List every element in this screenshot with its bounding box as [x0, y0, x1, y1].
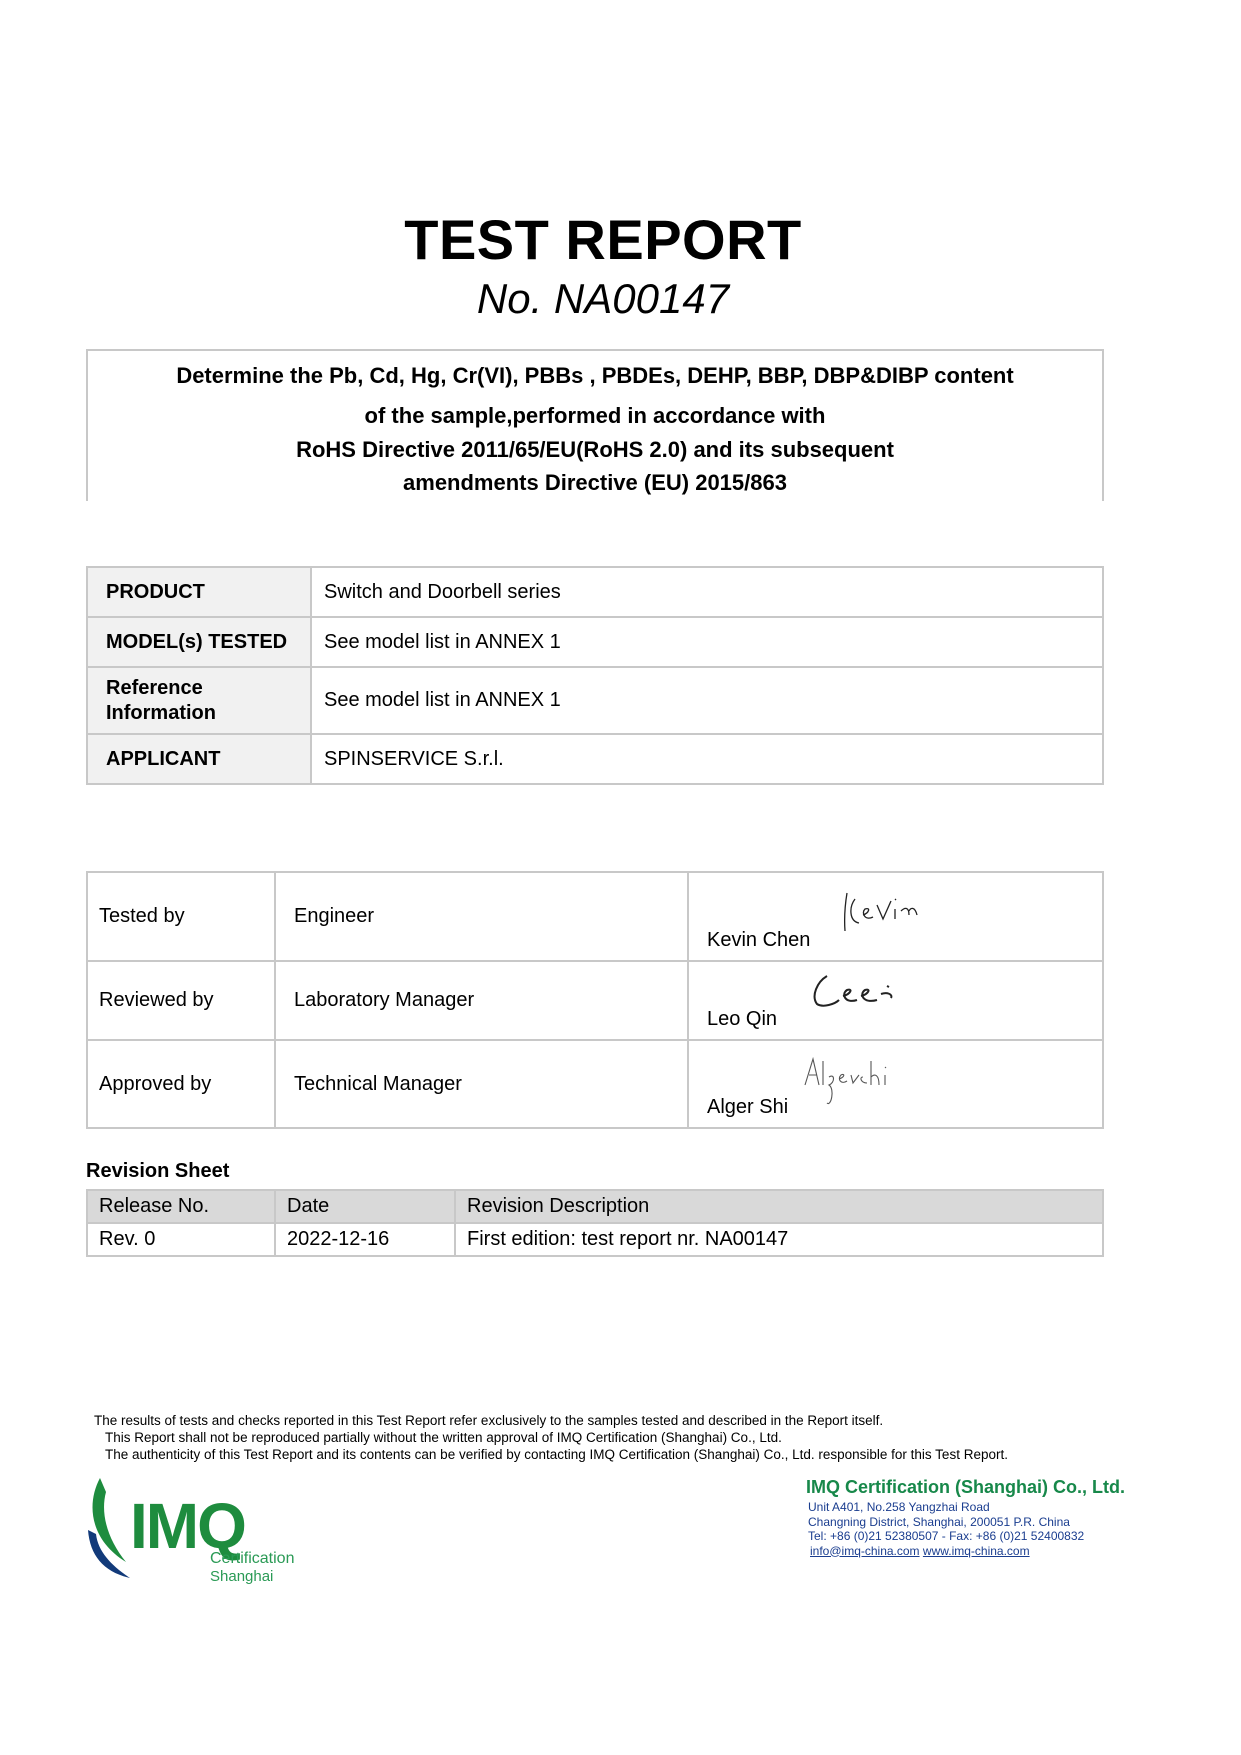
disclaimer-line-2: This Report shall not be reproduced partially without the written approval of IMQ Certification (Shanghai) Co., Ltd. — [105, 1430, 782, 1445]
report-number: No. NA00147 — [476, 275, 730, 322]
company-email-link[interactable]: info@imq-china.com — [810, 1543, 920, 1558]
company-name: IMQ Certification (Shanghai) Co., Ltd. — [806, 1477, 1125, 1497]
disclaimer-line-1: The results of tests and checks reported in this Test Report refer exclusively to the samples tested and described in the Report itself. — [94, 1413, 884, 1428]
info-row-product — [87, 567, 1103, 617]
signature-row-approved — [87, 1040, 1103, 1128]
report-title: TEST REPORT — [404, 208, 802, 271]
scope-line-3: RoHS Directive 2011/65/EU(RoHS 2.0) and its subsequent — [296, 437, 894, 462]
revision-sheet-title: Revision Sheet — [86, 1160, 230, 1182]
info-value: See model list in ANNEX 1 — [311, 617, 1103, 667]
company-address-line-2: Changning District, Shanghai, 200051 P.R. China — [808, 1514, 1070, 1529]
info-value: Switch and Doorbell series — [311, 567, 1103, 617]
logo-subtitle-shanghai: Shanghai — [210, 1568, 274, 1585]
info-value: See model list in ANNEX 1 — [311, 667, 1103, 734]
signature-title: Laboratory Manager — [275, 961, 688, 1040]
revision-header-release: Release No. — [87, 1190, 275, 1223]
info-label: MODEL(s) TESTED — [87, 617, 311, 667]
signature-kevin-icon — [839, 887, 929, 937]
signer-name: Alger Shi — [707, 1096, 789, 1118]
signature-role: Tested by — [87, 872, 275, 961]
signature-role: Approved by — [87, 1040, 275, 1128]
signer-name: Leo Qin — [707, 1008, 778, 1030]
signature-cell — [688, 961, 1103, 1040]
info-row-model — [87, 617, 1103, 667]
signature-row-reviewed — [87, 961, 1103, 1040]
logo-subtitle-certification: Certification — [210, 1550, 295, 1567]
scope-line-4: amendments Directive (EU) 2015/863 — [403, 470, 787, 495]
scope-line-1: Determine the Pb, Cd, Hg, Cr(VI), PBBs , PBDEs, DEHP, BBP, DBP&DIBP content — [176, 363, 1014, 388]
signature-title: Technical Manager — [275, 1040, 688, 1128]
product-info-table — [86, 566, 1104, 785]
signature-alger-icon — [801, 1055, 901, 1111]
company-website-link[interactable]: www.imq-china.com — [922, 1543, 1030, 1558]
info-label: Reference Information — [87, 667, 311, 734]
info-row-applicant — [87, 734, 1103, 784]
signature-row-tested — [87, 872, 1103, 961]
info-label: APPLICANT — [87, 734, 311, 784]
info-row-reference — [87, 667, 1103, 734]
company-address-line-1: Unit A401, No.258 Yangzhai Road — [808, 1500, 990, 1514]
scope-box — [86, 349, 1104, 501]
revision-header-row — [87, 1190, 1103, 1223]
revision-date: 2022-12-16 — [275, 1223, 455, 1256]
info-label: PRODUCT — [87, 567, 311, 617]
signature-role: Reviewed by — [87, 961, 275, 1040]
revision-header-date: Date — [275, 1190, 455, 1223]
revision-description: First edition: test report nr. NA00147 — [455, 1223, 1103, 1256]
company-address — [808, 1500, 1084, 1558]
revision-table — [86, 1189, 1104, 1257]
signature-table — [86, 871, 1104, 1129]
signature-cell — [688, 872, 1103, 961]
info-value: SPINSERVICE S.r.l. — [311, 734, 1103, 784]
disclaimer — [94, 1412, 1008, 1463]
revision-header-description: Revision Description — [455, 1190, 1103, 1223]
revision-row — [87, 1223, 1103, 1256]
signature-cell — [688, 1040, 1103, 1128]
signature-leo-icon — [807, 972, 907, 1012]
logo-wordmark: IMQ — [130, 1490, 245, 1562]
disclaimer-line-3: The authenticity of this Test Report and its contents can be verified by contacting IMQ Certification (Shanghai) Co., Ltd. responsible for this Test Report. — [105, 1447, 1008, 1462]
signer-name: Kevin Chen — [707, 929, 811, 951]
revision-release: Rev. 0 — [87, 1223, 275, 1256]
scope-line-2: of the sample,performed in accordance with — [364, 403, 826, 428]
signature-title: Engineer — [275, 872, 688, 961]
company-phone: Tel: +86 (0)21 52380507 - Fax: +86 (0)21 52400832 — [808, 1529, 1085, 1543]
